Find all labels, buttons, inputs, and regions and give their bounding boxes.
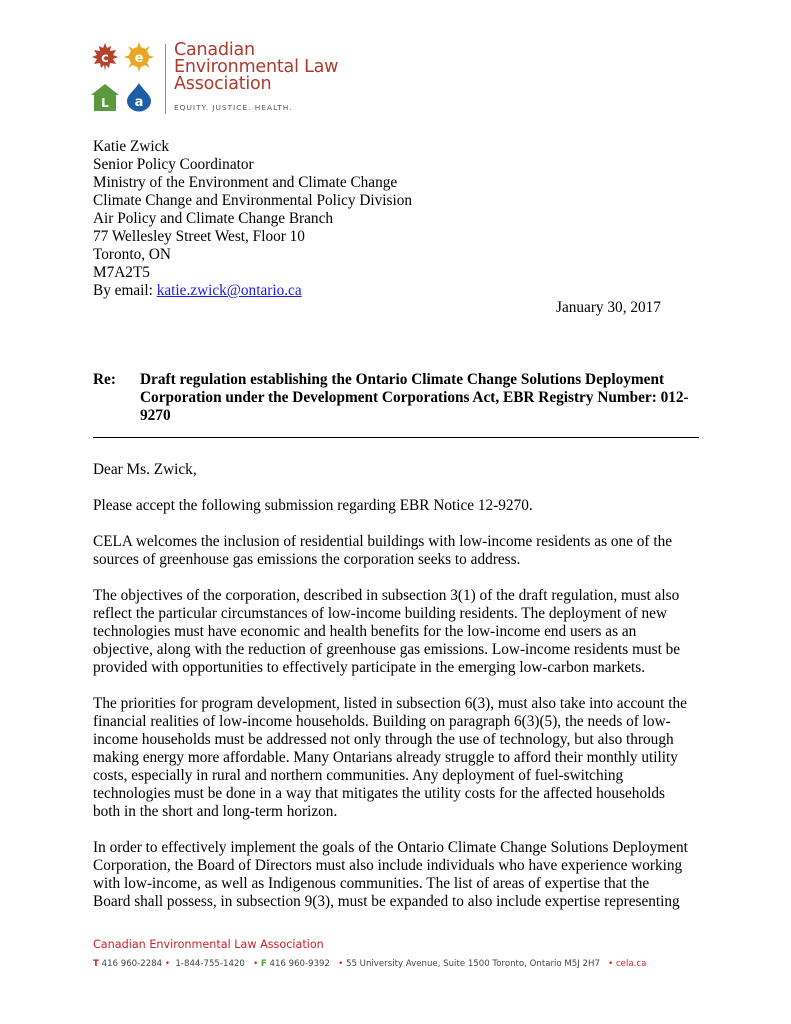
- recipient-address: [93, 138, 412, 300]
- footer-bullet: •: [164, 959, 170, 969]
- paragraph-line: Corporation, the Board of Directors must also include individuals who have experience working: [93, 857, 683, 874]
- salutation: Dear Ms. Zwick,: [93, 461, 197, 478]
- paragraph-line: both in the short and long-term horizon.: [93, 803, 338, 820]
- logo-tagline: EQUITY. JUSTICE. HEALTH.: [174, 103, 293, 112]
- recipient-division: Climate Change and Environmental Policy Division: [93, 192, 413, 209]
- subject-line: Draft regulation establishing the Ontario Climate Change Solutions Deployment: [140, 371, 665, 388]
- paragraph-line: In order to effectively implement the goals of the Ontario Climate Change Solutions Deployment: [93, 839, 688, 856]
- footer-tollfree: 1-844-755-1420: [175, 959, 245, 969]
- subject-line: Corporation under the Development Corporations Act, EBR Registry Number: 012-: [140, 389, 689, 406]
- logo-icons: [90, 40, 156, 116]
- footer-bullet: •: [253, 959, 259, 969]
- paragraph-4: [93, 695, 703, 821]
- footer-fax: 416 960-9392: [269, 959, 330, 969]
- subject-label: Re:: [93, 371, 116, 388]
- footer-fax-label: F: [260, 959, 267, 969]
- email-label: By email:: [93, 282, 157, 299]
- footer-tel-label: T: [93, 959, 99, 969]
- subject-text: [140, 371, 700, 425]
- paragraph-line: sources of greenhouse gas emissions the corporation seeks to address.: [93, 551, 521, 568]
- paragraph-line: with low-income, as well as Indigenous communities. The list of areas of expertise that the: [93, 875, 650, 892]
- svg-text:e: e: [134, 51, 144, 66]
- paragraph-line: financial realities of low-income households. Building on paragraph 6(3)(5), the needs of low-: [93, 713, 671, 730]
- paragraph-line: The priorities for program development, listed in subsection 6(3), must also take into account the: [93, 695, 687, 712]
- house-l-icon: [90, 82, 120, 112]
- logo-name-line1: Canadian: [174, 40, 255, 60]
- recipient-name: Katie Zwick: [93, 138, 170, 155]
- recipient-title: Senior Policy Coordinator: [93, 156, 254, 173]
- subject-line: 9270: [140, 407, 171, 424]
- paragraph-line: objective, along with the reduction of greenhouse gas emissions. Low-income residents must be: [93, 641, 681, 658]
- recipient-ministry: Ministry of the Environment and Climate Change: [93, 174, 398, 191]
- letter-date: January 30, 2017: [556, 299, 661, 316]
- svg-text:L: L: [101, 96, 109, 110]
- recipient-postal: M7A2T5: [93, 264, 150, 281]
- footer-website-link[interactable]: cela.ca: [615, 959, 647, 969]
- separator-rule: [93, 437, 699, 438]
- recipient-city: Toronto, ON: [93, 246, 171, 263]
- paragraph-line: provided with opportunities to effectively participate in the emerging low-carbon markets.: [93, 659, 646, 676]
- footer-bullet: •: [608, 959, 614, 969]
- cela-logo: [90, 40, 360, 118]
- paragraph-1: [93, 497, 703, 515]
- paragraph-line: reflect the particular circumstances of low-income building residents. The deployment of new: [93, 605, 668, 622]
- footer-org-name: Canadian Environmental Law Association: [93, 938, 324, 951]
- footer-tel: 416 960-2284: [101, 959, 163, 969]
- paragraph-5: [93, 839, 703, 911]
- paragraph-line: Board shall possess, in subsection 9(3), must be expanded to also include expertise representing: [93, 893, 680, 910]
- paragraph-line: technologies must be done in a way that mitigates the utility costs for the affected households: [93, 785, 665, 802]
- paragraph-line: technologies must have economic and health benefits for the low-income end users as an: [93, 623, 637, 640]
- logo-name-line3: Association: [174, 74, 272, 94]
- recipient-branch: Air Policy and Climate Change Branch: [93, 210, 334, 227]
- recipient-street: 77 Wellesley Street West, Floor 10: [93, 228, 305, 245]
- svg-text:a: a: [134, 95, 144, 110]
- paragraph-line: CELA welcomes the inclusion of residential buildings with low-income residents as one of the: [93, 533, 673, 550]
- paragraph-line: Please accept the following submission regarding EBR Notice 12-9270.: [93, 497, 533, 514]
- paragraph-line: costs, especially in rural and northern communities. Any deployment of fuel-switching: [93, 767, 624, 784]
- footer-contact-line: [93, 959, 646, 969]
- svg-text:c: c: [101, 51, 109, 66]
- logo-name-line2: Environmental Law: [174, 57, 339, 77]
- logo-wordmark: [174, 42, 338, 93]
- email-link[interactable]: katie.zwick@ontario.ca: [156, 282, 302, 299]
- footer-bullet: •: [338, 959, 344, 969]
- paragraph-line: The objectives of the corporation, described in subsection 3(1) of the draft regulation, must also: [93, 587, 680, 604]
- recipient-email-line: [93, 282, 412, 300]
- sun-e-icon: [124, 42, 154, 72]
- water-drop-a-icon: [124, 82, 154, 112]
- paragraph-line: income households must be addressed not only through the use of technology, but also through: [93, 731, 674, 748]
- paragraph-3: [93, 587, 703, 677]
- footer-address: 55 University Avenue, Suite 1500 Toronto, Ontario M5J 2H7: [346, 959, 600, 969]
- paragraph-line: making energy more affordable. Many Ontarians already struggle to afford their monthly utility: [93, 749, 678, 766]
- maple-leaf-c-icon: [90, 42, 120, 72]
- logo-divider: [165, 44, 166, 114]
- paragraph-2: [93, 533, 703, 569]
